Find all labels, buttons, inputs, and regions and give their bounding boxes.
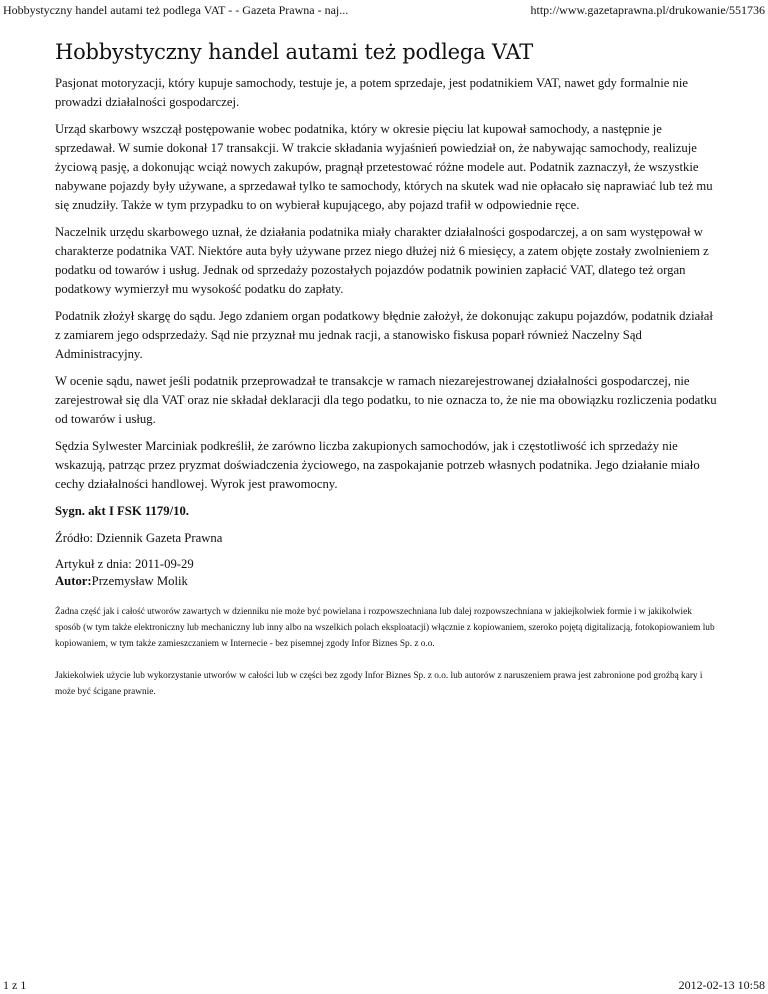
article-paragraph: Sędzia Sylwester Marciniak podkreślił, że zarówno liczba zakupionych samochodów, jak i częstotliwość ich sprzedaży nie wskazują, patrząc przez pryzmat doświadczenia życiowego, na zaspokajanie potrzeb własnych podatnika. Jego działanie miało cechy działalności handlowej. Wyrok jest prawomocny. [55, 439, 700, 491]
article-meta [55, 556, 719, 590]
usage-notice: Jakiekolwiek użycie lub wykorzystanie utworów w całości lub w części bez zgody Infor Biznes Sp. z o.o. lub autorów z naruszeniem prawa jest zabronione pod groźbą kary i może być ścigane prawnie. [55, 671, 703, 697]
article-author [55, 573, 719, 590]
copyright-notice: Żadna część jak i całość utworów zawartych w dzienniku nie może być powielana i rozpowszechniana lub dalej rozpowszechniana w jakiejkolwiek formie i w jakikolwiek sposób (w tym także elektroniczny lub mechaniczny lub inny albo na wszelkich polach eksploatacji) włącznie z kopiowaniem, szeroko pojętą digitalizacją, fotokopiowaniem lub kopiowaniem, w tym także zamieszczaniem w Internecie - bez pisemnej zgody Infor Biznes Sp. z o.o. [55, 607, 715, 649]
article-title: Hobbystyczny handel autami też podlega VAT [55, 40, 534, 64]
print-header [3, 3, 765, 19]
print-header-url: http://www.gazetaprawna.pl/drukowanie/551736 [530, 3, 765, 17]
print-timestamp: 2012-02-13 10:58 [678, 978, 765, 992]
author-label: Autor: [55, 574, 92, 588]
article-paragraph: Naczelnik urzędu skarbowego uznał, że działania podatnika miały charakter działalności gospodarczej, a on sam występował w charakterze podatnika VAT. Niektóre auta były używane przez niego dłużej niż 6 miesięcy, a zatem objęte zostały zwolnieniem z podatku od towarów i usług. Jednak od sprzedaży pozostałych pojazdów podatnik powinien zapłacić VAT, dlatego też organ podatkowy wymierzył mu wysokość podatku do zapłaty. [55, 225, 709, 296]
print-header-title: Hobbystyczny handel autami też podlega VAT - - Gazeta Prawna - naj... [3, 3, 349, 17]
article [55, 38, 719, 716]
article-date: Artykuł z dnia: 2011-09-29 [55, 557, 194, 571]
article-lead: Pasjonat motoryzacji, który kupuje samochody, testuje je, a potem sprzedaje, jest podatnikiem VAT, nawet gdy formalnie nie prowadzi działalności gospodarczej. [55, 76, 689, 109]
article-paragraph: Urząd skarbowy wszczął postępowanie wobec podatnika, który w okresie pięciu lat kupował samochody, a następnie je sprzedawał. W sumie dokonał 17 transakcji. W trakcie składania wyjaśnień powiedział on, że nabywając samochody, realizuje życiową pasję, a dokonując wciąż nowych zakupów, pragnął przetestować różne modele aut. Podatnik zaznaczył, że wszystkie nabywane pojazdy były używane, a sprzedawał tylko te samochody, których na skutek wad nie opłacało się naprawiać lub też mu się znudziły. Także w tym przypadku to on wybierał kupującego, aby pojazd trafił w odpowiednie ręce. [55, 122, 713, 212]
case-signature: Sygn. akt I FSK 1179/10. [55, 504, 189, 518]
article-paragraph: Podatnik złożył skargę do sądu. Jego zdaniem organ podatkowy błędnie założył, że dokonując zakupu pojazdów, podatnik działał z zamiarem jego odsprzedaży. Sąd nie przyznał mu jednak racji, a stanowisko fiskusa poparł również Naczelny Sąd Administracyjny. [55, 309, 713, 361]
page-number: 1 z 1 [3, 978, 27, 992]
print-footer [3, 976, 765, 992]
article-paragraph: W ocenie sądu, nawet jeśli podatnik przeprowadzał te transakcje w ramach niezarejestrowanej działalności gospodarczej, nie zarejestrował się dla VAT oraz nie składał deklaracji dla tego podatku, to nie oznacza to, że nie ma obowiązku rozliczenia podatku od towarów i usług. [55, 374, 717, 426]
author-name: Przemysław Molik [91, 574, 188, 588]
article-source: Źródło: Dziennik Gazeta Prawna [55, 531, 223, 545]
